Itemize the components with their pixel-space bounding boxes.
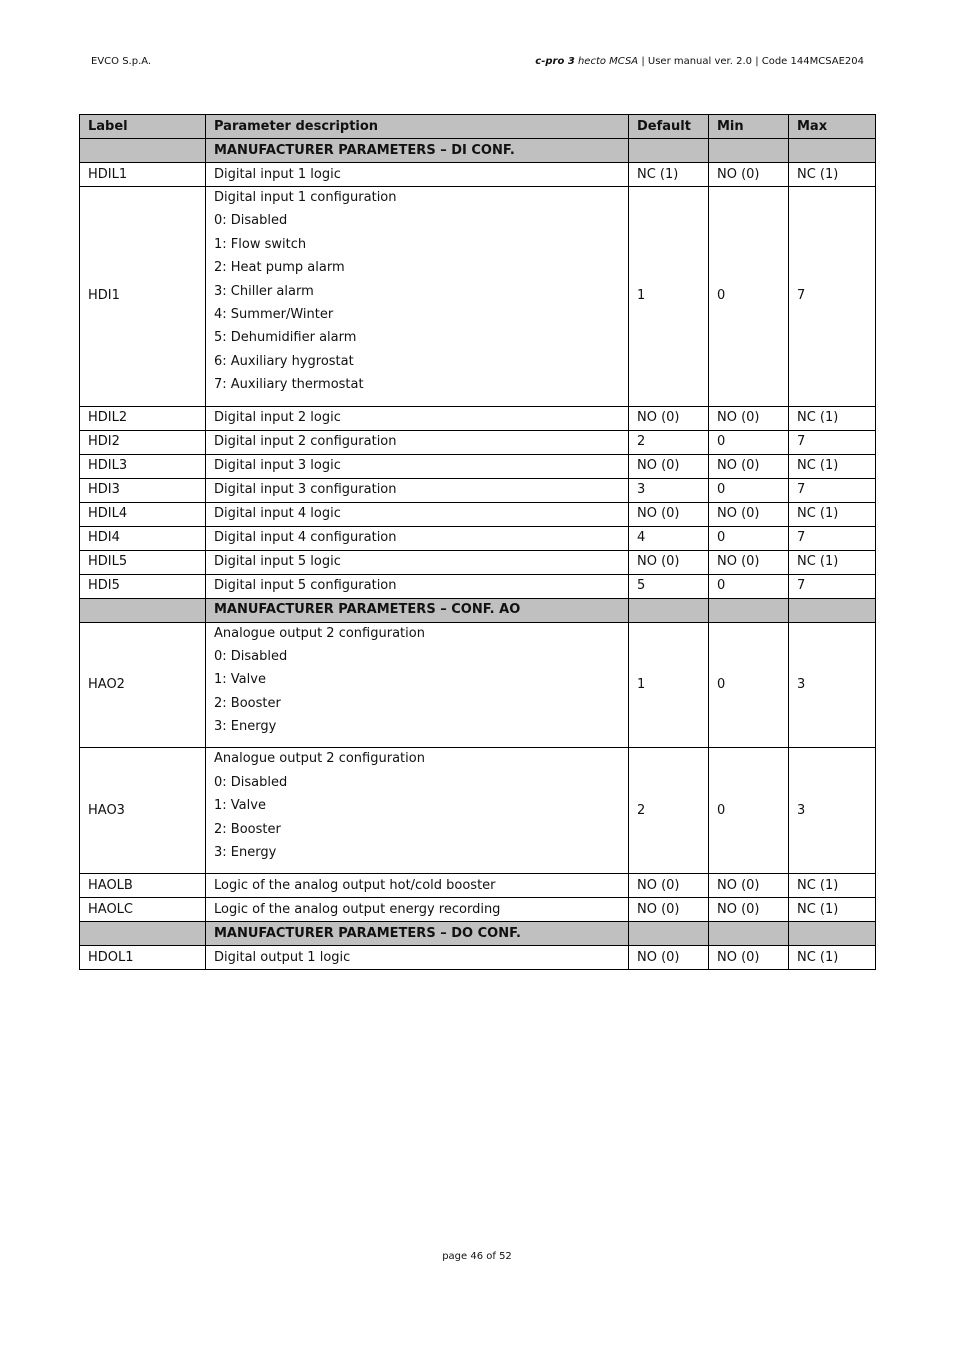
table-row	[80, 502, 876, 526]
parameters-table	[79, 114, 876, 970]
parameter-description: Digital input 2 configuration	[206, 430, 629, 454]
section-default-cell	[629, 139, 709, 163]
parameter-max: 7	[789, 187, 876, 407]
parameter-max: NC (1)	[789, 898, 876, 922]
parameter-label: HDI4	[80, 526, 206, 550]
parameter-default: 2	[629, 748, 709, 874]
section-min-cell	[709, 922, 789, 946]
description-line: 0: Disabled	[214, 648, 288, 664]
parameter-description	[206, 748, 629, 874]
parameter-max: NC (1)	[789, 550, 876, 574]
section-label-cell	[80, 922, 206, 946]
parameter-label: HAOLB	[80, 874, 206, 898]
description-line: 2: Heat pump alarm	[214, 260, 345, 276]
parameter-min: 0	[709, 748, 789, 874]
section-max-cell	[789, 139, 876, 163]
table-row	[80, 454, 876, 478]
description-line: Digital input 1 configuration	[214, 190, 397, 205]
table-row	[80, 163, 876, 187]
column-header-default: Default	[629, 115, 709, 139]
parameter-label: HDI2	[80, 430, 206, 454]
parameter-description: Logic of the analog output energy recording	[206, 898, 629, 922]
parameter-label: HDIL4	[80, 502, 206, 526]
parameter-max: 7	[789, 430, 876, 454]
parameter-label: HDIL2	[80, 406, 206, 430]
table-body	[80, 139, 876, 970]
parameter-default: NO (0)	[629, 406, 709, 430]
table-row	[80, 526, 876, 550]
parameter-min: NO (0)	[709, 502, 789, 526]
section-default-cell	[629, 922, 709, 946]
parameter-default: NO (0)	[629, 898, 709, 922]
parameter-label: HDI3	[80, 478, 206, 502]
parameter-description: Digital input 2 logic	[206, 406, 629, 430]
parameter-min: NO (0)	[709, 898, 789, 922]
parameter-description: Logic of the analog output hot/cold booster	[206, 874, 629, 898]
parameter-default: 1	[629, 187, 709, 407]
description-line: 6: Auxiliary hygrostat	[214, 353, 354, 369]
parameter-max: NC (1)	[789, 163, 876, 187]
description-line: 3: Energy	[214, 845, 277, 861]
parameter-description: Digital input 5 configuration	[206, 574, 629, 598]
parameter-default: NO (0)	[629, 874, 709, 898]
parameter-max: 7	[789, 526, 876, 550]
parameter-default: 3	[629, 478, 709, 502]
table-row	[80, 430, 876, 454]
parameter-max: NC (1)	[789, 874, 876, 898]
description-line: Analogue output 2 configuration	[214, 751, 425, 767]
parameter-label: HDIL1	[80, 163, 206, 187]
parameter-min: NO (0)	[709, 454, 789, 478]
parameter-description: Digital input 4 configuration	[206, 526, 629, 550]
parameter-description: Digital input 1 logic	[206, 163, 629, 187]
parameter-default: NC (1)	[629, 163, 709, 187]
section-header-row	[80, 139, 876, 163]
section-title: MANUFACTURER PARAMETERS – DO CONF.	[206, 922, 629, 946]
parameter-label: HAO3	[80, 748, 206, 874]
table-row	[80, 898, 876, 922]
parameter-min: 0	[709, 574, 789, 598]
parameter-description: Digital input 4 logic	[206, 502, 629, 526]
table-row	[80, 478, 876, 502]
description-line: 0: Disabled	[214, 774, 288, 790]
parameter-description: Digital input 5 logic	[206, 550, 629, 574]
section-label-cell	[80, 598, 206, 622]
section-max-cell	[789, 598, 876, 622]
description-line: 0: Disabled	[214, 213, 288, 229]
column-header-min: Min	[709, 115, 789, 139]
parameter-label: HAOLC	[80, 898, 206, 922]
section-max-cell	[789, 922, 876, 946]
description-line: 1: Flow switch	[214, 236, 307, 252]
section-default-cell	[629, 598, 709, 622]
description-line: 3: Chiller alarm	[214, 283, 314, 299]
parameter-label: HDI5	[80, 574, 206, 598]
parameter-min: NO (0)	[709, 946, 789, 970]
parameter-default: 1	[629, 622, 709, 748]
section-header-row	[80, 922, 876, 946]
description-line: 5: Dehumidifier alarm	[214, 330, 357, 346]
parameter-max: 7	[789, 574, 876, 598]
parameter-max: 3	[789, 748, 876, 874]
parameter-label: HDOL1	[80, 946, 206, 970]
parameter-max: 7	[789, 478, 876, 502]
column-header-max: Max	[789, 115, 876, 139]
parameter-description: Digital output 1 logic	[206, 946, 629, 970]
parameter-min: 0	[709, 526, 789, 550]
parameter-description: Digital input 3 configuration	[206, 478, 629, 502]
parameter-max: NC (1)	[789, 946, 876, 970]
description-line: 1: Valve	[214, 798, 266, 814]
parameter-default: NO (0)	[629, 502, 709, 526]
parameter-description	[206, 622, 629, 748]
parameter-default: NO (0)	[629, 550, 709, 574]
table-row	[80, 946, 876, 970]
description-line: 3: Energy	[214, 719, 277, 735]
parameter-min: NO (0)	[709, 874, 789, 898]
table-row	[80, 406, 876, 430]
table-row	[80, 187, 876, 407]
table-row	[80, 574, 876, 598]
parameter-default: NO (0)	[629, 946, 709, 970]
description-line: 1: Valve	[214, 672, 266, 688]
header-document-info	[535, 56, 864, 67]
parameter-min: 0	[709, 622, 789, 748]
parameter-min: 0	[709, 187, 789, 407]
parameter-label: HDI1	[80, 187, 206, 407]
table-row	[80, 622, 876, 748]
parameter-default: 4	[629, 526, 709, 550]
section-title: MANUFACTURER PARAMETERS – CONF. AO	[206, 598, 629, 622]
parameter-max: NC (1)	[789, 502, 876, 526]
parameter-min: 0	[709, 430, 789, 454]
parameter-label: HDIL5	[80, 550, 206, 574]
description-line: 4: Summer/Winter	[214, 306, 334, 322]
parameter-min: 0	[709, 478, 789, 502]
parameter-description	[206, 187, 629, 407]
parameter-min: NO (0)	[709, 163, 789, 187]
parameter-min: NO (0)	[709, 550, 789, 574]
section-label-cell	[80, 139, 206, 163]
header-product-variant: hecto MCSA	[574, 56, 639, 67]
parameter-max: NC (1)	[789, 406, 876, 430]
description-line: 2: Booster	[214, 821, 281, 837]
parameter-label: HAO2	[80, 622, 206, 748]
table-row	[80, 550, 876, 574]
description-line: 2: Booster	[214, 695, 281, 711]
parameter-max: NC (1)	[789, 454, 876, 478]
parameter-max: 3	[789, 622, 876, 748]
parameter-description: Digital input 3 logic	[206, 454, 629, 478]
parameter-label: HDIL3	[80, 454, 206, 478]
column-header-description: Parameter description	[206, 115, 629, 139]
description-line: Analogue output 2 configuration	[214, 625, 425, 641]
header-manual-info: | User manual ver. 2.0 | Code 144MCSAE204	[638, 56, 864, 67]
section-min-cell	[709, 139, 789, 163]
section-min-cell	[709, 598, 789, 622]
section-header-row	[80, 598, 876, 622]
table-row	[80, 748, 876, 874]
header-company: EVCO S.p.A.	[91, 56, 152, 67]
parameter-default: 2	[629, 430, 709, 454]
column-header-label: Label	[80, 115, 206, 139]
parameter-default: 5	[629, 574, 709, 598]
parameter-min: NO (0)	[709, 406, 789, 430]
parameter-default: NO (0)	[629, 454, 709, 478]
page-number: page 46 of 52	[442, 1251, 512, 1262]
table-row	[80, 874, 876, 898]
section-title: MANUFACTURER PARAMETERS – DI CONF.	[206, 139, 629, 163]
header-product-name: c-pro 3	[535, 56, 575, 67]
description-line: 7: Auxiliary thermostat	[214, 377, 364, 393]
table-header-row	[80, 115, 876, 139]
